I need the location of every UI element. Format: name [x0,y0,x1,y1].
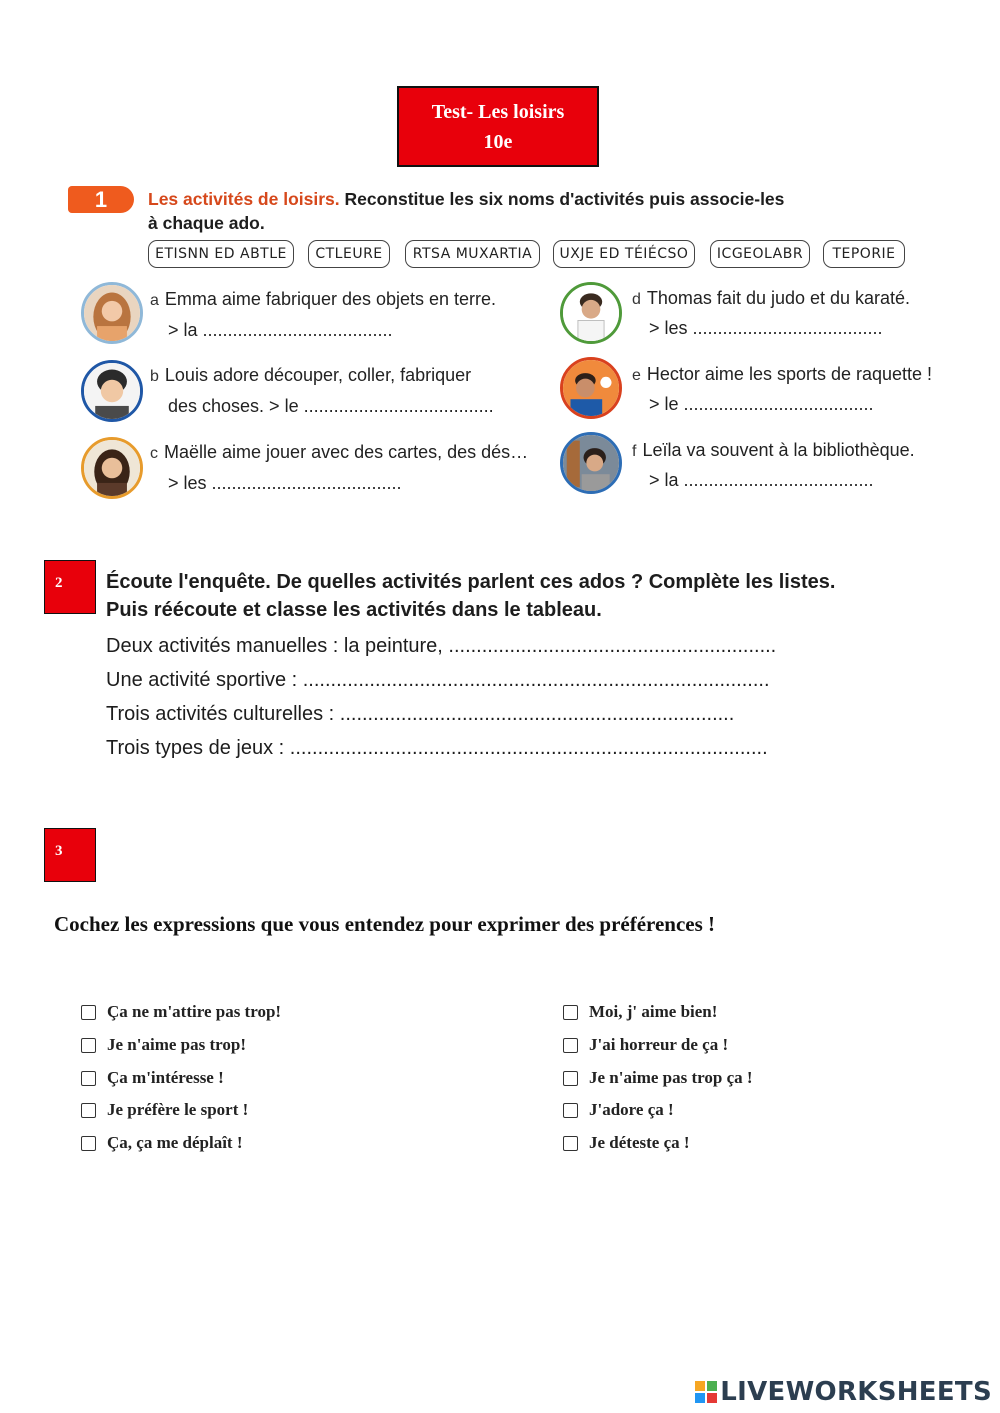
checkbox[interactable] [81,1103,96,1118]
option-right-3[interactable] [563,1068,753,1088]
avatar-emma [81,282,143,344]
option-label: Je n'aime pas trop ça ! [589,1068,753,1087]
checkbox[interactable] [81,1005,96,1020]
item-letter: f [632,443,637,460]
item-d-answer[interactable]: > les ...................................... [649,318,883,338]
avatar-hector [560,357,622,419]
exercise-2-content [106,568,986,759]
option-label: Ça m'intéresse ! [107,1068,224,1087]
option-right-1[interactable] [563,1002,717,1022]
item-c-answer[interactable]: > les ...................................... [168,473,402,493]
checkbox[interactable] [563,1136,578,1151]
title-line2: 10e [483,131,513,153]
option-left-4[interactable] [81,1100,248,1120]
chip-word: UXJE ED TÉIÉCSO [553,240,695,268]
option-label: Ça ne m'attire pas trop! [107,1002,282,1021]
checkbox[interactable] [563,1005,578,1020]
chip-word: ICGEOLABR [710,240,810,268]
chip-word: TEPORIE [823,240,905,268]
item-a [150,289,496,310]
item-text: Thomas fait du judo et du karaté. [646,288,911,308]
liveworksheets-brand: LIVEWORKSHEETS [720,1377,992,1407]
item-letter: d [632,291,641,308]
exercise-2-instruction-line2: Puis réécoute et classe les activités dans le tableau. [106,599,602,621]
item-e [632,364,932,385]
item-text: Leïla va souvent à la bibliothèque. [642,440,915,460]
exercise-1-instruction [148,187,868,235]
item-letter: e [632,367,641,384]
option-label: Je préfère le sport ! [107,1100,249,1119]
chip-word: ETISNN ED ABTLE [148,240,294,268]
option-left-1[interactable] [81,1002,281,1022]
liveworksheets-logo [694,1377,992,1407]
answer-line-games[interactable]: Trois types de jeux : ...................................................................................... [106,737,768,759]
option-label: J'ai horreur de ça ! [589,1035,729,1054]
item-letter: a [150,292,159,309]
option-label: Je déteste ça ! [589,1133,690,1152]
item-d [632,288,910,309]
option-right-5[interactable] [563,1133,690,1153]
checkbox[interactable] [563,1103,578,1118]
checkbox[interactable] [81,1136,96,1151]
item-text: Emma aime fabriquer des objets en terre. [164,289,497,309]
liveworksheets-icon [694,1380,718,1404]
chip-word: CTLEURE [308,240,390,268]
item-letter: b [150,368,159,385]
option-label: J'adore ça ! [589,1100,674,1119]
worksheet-title [397,86,599,167]
exercise-1-accent: Les activités de loisirs. [148,189,340,209]
item-letter: c [150,445,158,462]
item-text: Hector aime les sports de raquette ! [646,364,933,384]
option-right-2[interactable] [563,1035,728,1055]
checkbox[interactable] [81,1038,96,1053]
chip-word: RTSA MUXARTIA [405,240,540,268]
checkbox[interactable] [81,1071,96,1086]
option-left-5[interactable] [81,1133,243,1153]
checkbox[interactable] [563,1071,578,1086]
exercise-2-instruction-line1: Écoute l'enquête. De quelles activités parlent ces ados ? Complète les listes. [106,571,836,593]
exercise-1-number: 1 [68,186,134,213]
avatar-maelle [81,437,143,499]
option-label: Ça, ça me déplaît ! [107,1133,243,1152]
item-b [150,365,471,386]
item-e-answer[interactable]: > le ...................................... [649,394,874,414]
option-left-2[interactable] [81,1035,246,1055]
item-f-answer[interactable]: > la ...................................... [649,470,874,490]
exercise-1-instruction-line2: à chaque ado. [148,213,265,233]
item-text: Louis adore découper, coller, fabriquer [164,365,472,385]
option-label: Je n'aime pas trop! [107,1035,246,1054]
exercise-3-question: Cochez les expressions que vous entendez pour exprimer des préférences ! [54,912,716,936]
avatar-thomas [560,282,622,344]
checkbox[interactable] [563,1038,578,1053]
exercise-2-number: 2 [44,560,96,614]
option-left-3[interactable] [81,1068,224,1088]
avatar-leila [560,432,622,494]
answer-line-culture[interactable]: Trois activités culturelles : ....................................................................... [106,703,735,725]
exercise-1-instruction-rest: Reconstitue les six noms d'activités puis associe-les [344,189,785,209]
scrambled-words [148,240,928,270]
item-text: Maëlle aime jouer avec des cartes, des dés… [164,442,529,462]
item-c [150,442,528,463]
answer-line-sport[interactable]: Une activité sportive : .................................................................................... [106,669,770,691]
title-line1: Test- Les loisirs [431,101,565,123]
option-right-4[interactable] [563,1100,674,1120]
answer-line-manual[interactable]: Deux activités manuelles : la peinture, ........................................................... [106,635,777,657]
item-f [632,440,915,461]
avatar-louis [81,360,143,422]
option-label: Moi, j' aime bien! [589,1002,718,1021]
exercise-3-number: 3 [44,828,96,882]
item-a-answer[interactable]: > la ...................................... [168,320,393,340]
item-b-answer[interactable]: des choses. > le ...................................... [168,396,494,416]
